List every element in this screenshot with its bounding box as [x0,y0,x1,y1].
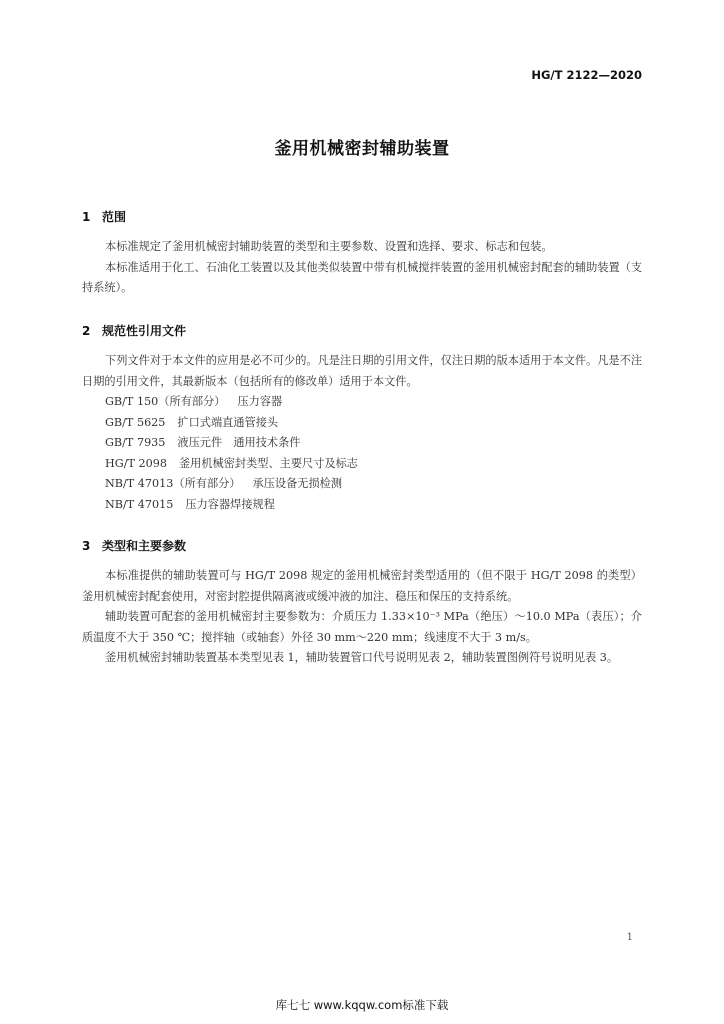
reference-item [105,495,358,516]
reference-item [105,413,358,434]
reference-code: HG/T 2098 [105,456,167,470]
paragraph: 本标准规定了釜用机械密封辅助装置的类型和主要参数、设置和选择、要求、标志和包装。 [105,240,553,253]
section-title: 规范性引用文件 [102,324,187,338]
reference-title: 扩口式端直通管接头 [177,415,279,429]
reference-code: GB/T 7935 [105,436,166,449]
section-number: 2 [82,324,91,338]
section-number: 3 [82,539,91,553]
normative-references-list [105,392,358,515]
paragraph: 下列文件对于本文件的应用是必不可少的。凡是注日期的引用文件，仅注日期的版本适用于本文件。凡是不注日期的引用文件，其最新版本（包括所有的修改单）适用于本文件。 [82,354,643,388]
section-1-heading [82,208,126,225]
page-number: 1 [626,932,633,943]
reference-title: 釜用机械密封类型、主要尺寸及标志 [178,456,358,470]
reference-code: GB/T 5625 [105,415,166,429]
footer-watermark: 库七七 www.kqqw.com标准下载 [275,998,449,1012]
paragraph: 釜用机械密封辅助装置基本类型见表 1，辅助装置管口代号说明见表 2，辅助装置图例符号说明见表 3。 [105,651,619,664]
section-3-heading [82,537,186,554]
reference-title: 液压元件 通用技术条件 [177,436,301,449]
reference-code: GB/T 150（所有部分） [105,395,226,408]
section-number: 1 [82,210,91,224]
standard-code: HG/T 2122—2020 [531,68,642,82]
reference-title: 压力容器焊接规程 [185,497,275,511]
reference-title: 压力容器 [237,395,283,408]
section-title: 类型和主要参数 [102,539,187,553]
paragraph: 本标准提供的辅助装置可与 HG/T 2098 规定的釜用机械密封类型适用的（但不限于 HG/T 2098 的类型）釜用机械密封配套使用，对密封腔提供隔离液或缓冲液的加注、稳压和保压的支持系统。 [82,569,642,603]
section-title: 范围 [102,210,127,224]
reference-item [105,454,358,475]
document-title: 釜用机械密封辅助装置 [274,139,450,159]
paragraph: 辅助装置可配套的釜用机械密封主要参数为：介质压力 1.33×10⁻³ MPa（绝压）～10.0 MPa（表压）；介质温度不大于 350 ℃；搅拌轴（或轴套）外径 30 mm～220 mm；线速度不大于 3 m/s。 [82,610,642,644]
paragraph: 本标准适用于化工、石油化工装置以及其他类似装置中带有机械搅拌装置的釜用机械密封配套的辅助装置（支持系统）。 [82,260,643,294]
reference-title: 承压设备无损检测 [252,477,343,490]
section-2-heading [82,322,186,339]
reference-code: NB/T 47013（所有部分） [105,477,241,490]
section-1-body [82,237,642,299]
reference-item [105,392,358,413]
section-3-body [82,566,642,669]
reference-item [105,474,358,495]
reference-item [105,433,358,454]
reference-code: NB/T 47015 [105,497,174,511]
section-2-body [82,351,642,392]
